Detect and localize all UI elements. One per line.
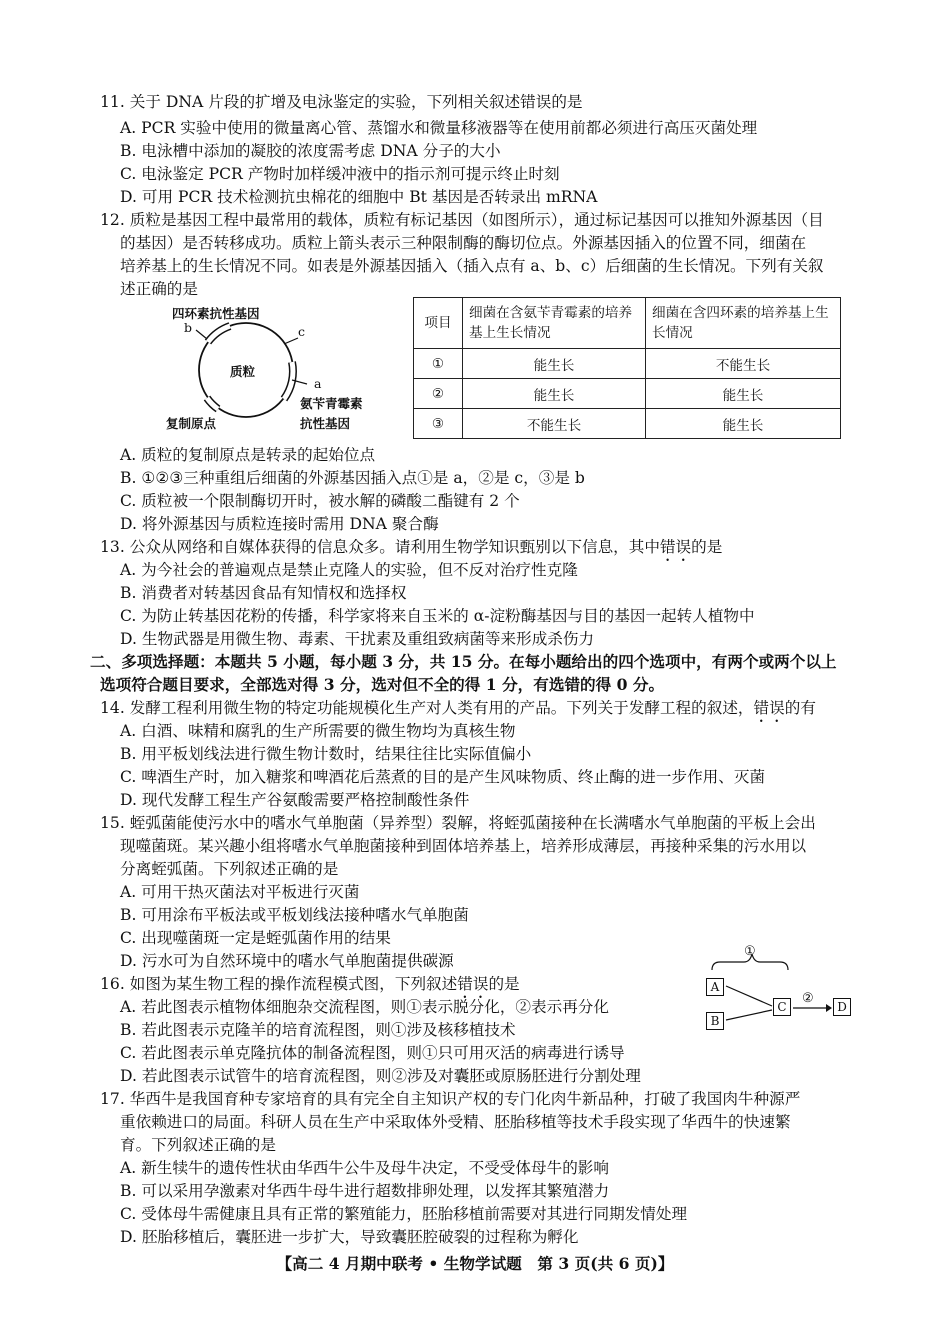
q17-option-a: A. 新生犊牛的遗传性状由华西牛公牛及母牛决定，不受受体母牛的影响	[120, 1159, 609, 1177]
q15-option-c: C. 出现噬菌斑一定是蛭弧菌作用的结果	[120, 929, 391, 947]
q17-stem-line: 育。下列叙述正确的是	[120, 1136, 276, 1154]
q11-option-d: D. 可用 PCR 技术检测抗虫棉花的细胞中 Bt 基因是否转录出 mRNA	[120, 188, 598, 206]
q17-stem-line: 17. 华西牛是我国育种专家培育的具有完全自主知识产权的专门化肉牛新品种，打破了我国肉牛种源严	[100, 1090, 801, 1108]
q16-stem-emphasis: 错误	[457, 975, 489, 993]
q11-option-a: A. PCR 实验中使用的微量离心管、蒸馏水和微量移液器等在使用前都必须进行高压灭菌处理	[120, 119, 758, 137]
table-row	[414, 379, 841, 409]
q14-option-d: D. 现代发酵工程生产谷氨酸需要严格控制酸性条件	[120, 791, 470, 809]
q11-option-c: C. 电泳鉴定 PCR 产物时加样缓冲液中的指示剂可提示终止时刻	[120, 165, 560, 183]
site-a-label: a	[314, 376, 322, 391]
q12-stem-line: 述正确的是	[120, 280, 198, 298]
table-cell: 能生长	[463, 349, 646, 379]
flow-connectors	[700, 950, 860, 1040]
table-cell: ②	[414, 379, 463, 409]
q15-option-a: A. 可用干热灭菌法对平板进行灭菌	[120, 883, 360, 901]
q12-option-a: A. 质粒的复制原点是转录的起始位点	[120, 446, 376, 464]
section-heading: 二、多项选择题：本题共 5 小题，每小题 3 分，共 15 分。在每小题给出的四个选项中，有两个或两个以上	[90, 652, 837, 671]
tet-gene-label: 四环素抗性基因	[172, 306, 260, 321]
q12-stem-line: 12. 质粒是基因工程中最常用的载体，质粒有标记基因（如图所示），通过标记基因可以推知外源基因（目	[100, 211, 824, 229]
q16-option-b: B. 若此图表示克隆羊的培育流程图，则①涉及核移植技术	[120, 1021, 516, 1039]
q16-option-d: D. 若此图表示试管牛的培育流程图，则②涉及对囊胚或原肠胚进行分割处理	[120, 1067, 641, 1085]
plasmid-label: 质粒	[230, 364, 256, 379]
q14-option-c: C. 啤酒生产时，加入糖浆和啤酒花后蒸煮的目的是产生风味物质、终止酶的进一步作用、灭菌	[120, 768, 766, 786]
q16-stem-text: 16. 如图为某生物工程的操作流程模式图，下列叙述	[100, 975, 458, 993]
q12-option-c: C. 质粒被一个限制酶切开时，被水解的磷酸二酯键有 2 个	[120, 492, 520, 510]
table-header-row	[414, 298, 841, 349]
amp-gene-label-1: 氨苄青霉素	[300, 396, 363, 411]
q14-stem-emphasis: 错误	[753, 699, 785, 717]
table-header: 细菌在含氨苄青霉素的培养基上生长情况	[463, 298, 646, 349]
table-row	[414, 349, 841, 379]
q15-option-d: D. 污水可为自然环境中的嗜水气单胞菌提供碳源	[120, 952, 454, 970]
table-cell: 不能生长	[646, 349, 841, 379]
table-header: 细菌在含四环素的培养基上生长情况	[646, 298, 841, 349]
q14-option-b: B. 用平板划线法进行微生物计数时，结果往往比实际值偏小	[120, 745, 532, 763]
flow-diagram	[700, 944, 860, 1040]
q17-option-c: C. 受体母牛需健康且具有正常的繁殖能力，胚胎移植前需要对其进行同期发情处理	[120, 1205, 688, 1223]
amp-gene-label-2: 抗性基因	[300, 416, 351, 431]
q15-stem-line: 现噬菌斑。某兴趣小组将嗜水气单胞菌接种到固体培养基上，培养形成薄层，再接种采集的污水用以	[120, 837, 807, 855]
q12-stem-line: 的基因）是否转移成功。质粒上箭头表示三种限制酶的酶切位点。外源基因插入的位置不同，细菌在	[120, 234, 807, 252]
q13-option-a: A. 为今社会的普遍观点是禁止克隆人的实验，但不反对治疗性克隆	[120, 561, 578, 579]
q15-option-b: B. 可用涂布平板法或平板划线法接种嗜水气单胞菌	[120, 906, 469, 924]
q14-stem-text: 的有	[784, 699, 816, 717]
q13-stem-text: 13. 公众从网络和自媒体获得的信息众多。请利用生物学知识甄别以下信息，其中	[100, 538, 660, 556]
plasmid-figure	[160, 298, 370, 438]
box-c: C	[773, 998, 791, 1016]
box-d: D	[833, 998, 851, 1016]
q16-option-c: C. 若此图表示单克隆抗体的制备流程图，则①只可用灭活的病毒进行诱导	[120, 1044, 625, 1062]
q11-option-b: B. 电泳槽中添加的凝胶的浓度需考虑 DNA 分子的大小	[120, 142, 501, 160]
q15-stem-line: 15. 蛭弧菌能使污水中的嗜水气单胞菌（异养型）裂解，将蛭弧菌接种在长满嗜水气单胞菌的平板上会出	[100, 814, 816, 832]
table-cell: 能生长	[463, 379, 646, 409]
q13-option-d: D. 生物武器是用微生物、毒素、干扰素及重组致病菌等来形成杀伤力	[120, 630, 595, 648]
q16-stem-text: 的是	[488, 975, 520, 993]
table-cell: 能生长	[646, 409, 841, 439]
q13-option-b: B. 消费者对转基因食品有知情权和选择权	[120, 584, 407, 602]
table-row	[414, 409, 841, 439]
step2-label: ②	[802, 991, 814, 1006]
q13-stem-emphasis: 错误	[659, 538, 692, 556]
q12-option-b: B. ①②③三种重组后细菌的外源基因插入点①是 a，②是 c，③是 b	[120, 469, 585, 487]
box-a: A	[706, 978, 724, 996]
q17-option-d: D. 胚胎移植后，囊胚进一步扩大，导致囊胚腔破裂的过程称为孵化	[120, 1228, 579, 1246]
q13-option-c: C. 为防止转基因花粉的传播，科学家将来自玉米的 α-淀粉酶基因与目的基因一起转人植物中	[120, 607, 755, 625]
q12-option-d: D. 将外源基因与质粒连接时需用 DNA 聚合酶	[120, 515, 439, 533]
q16-option-a: A. 若此图表示植物体细胞杂交流程图，则①表示脱分化，②表示再分化	[120, 998, 609, 1016]
table-cell: 能生长	[646, 379, 841, 409]
q14-option-a: A. 白酒、味精和腐乳的生产所需要的微生物均为真核生物	[120, 722, 516, 740]
q13-stem-text: 的是	[691, 538, 723, 556]
q15-stem-line: 分离蛭弧菌。下列叙述正确的是	[120, 860, 339, 878]
q14-stem-text: 14. 发酵工程利用微生物的特定功能规模化生产对人类有用的产品。下列关于发酵工程的叙述，	[100, 699, 754, 717]
q12-stem-line: 培养基上的生长情况不同。如表是外源基因插入（插入点有 a、b、c）后细菌的生长情况。下列有关叙	[120, 257, 824, 275]
table-header: 项目	[414, 298, 463, 349]
table-cell: ①	[414, 349, 463, 379]
ori-label: 复制原点	[166, 416, 217, 431]
page-footer: 【高二 4 月期中联考 • 生物学试题 第 3 页(共 6 页)】	[276, 1254, 674, 1273]
q17-stem-line: 重依赖进口的局面。科研人员在生产中采取体外受精、胚胎移植等技术手段实现了华西牛的快速繁	[120, 1113, 791, 1131]
table-cell: 不能生长	[463, 409, 646, 439]
section-heading: 选项符合题目要求，全部选对得 3 分，选对但不全的得 1 分，有选错的得 0 分。	[100, 675, 665, 694]
q17-option-b: B. 可以采用孕激素对华西牛母牛进行超数排卵处理，以发挥其繁殖潜力	[120, 1182, 610, 1200]
site-b-label: b	[184, 320, 193, 335]
growth-table	[413, 297, 841, 439]
box-b: B	[706, 1012, 724, 1030]
table-cell: ③	[414, 409, 463, 439]
q11-stem: 11. 关于 DNA 片段的扩增及电泳鉴定的实验，下列相关叙述错误的是	[100, 93, 583, 111]
site-c-label: c	[298, 324, 306, 339]
step1-label: ①	[744, 944, 756, 959]
